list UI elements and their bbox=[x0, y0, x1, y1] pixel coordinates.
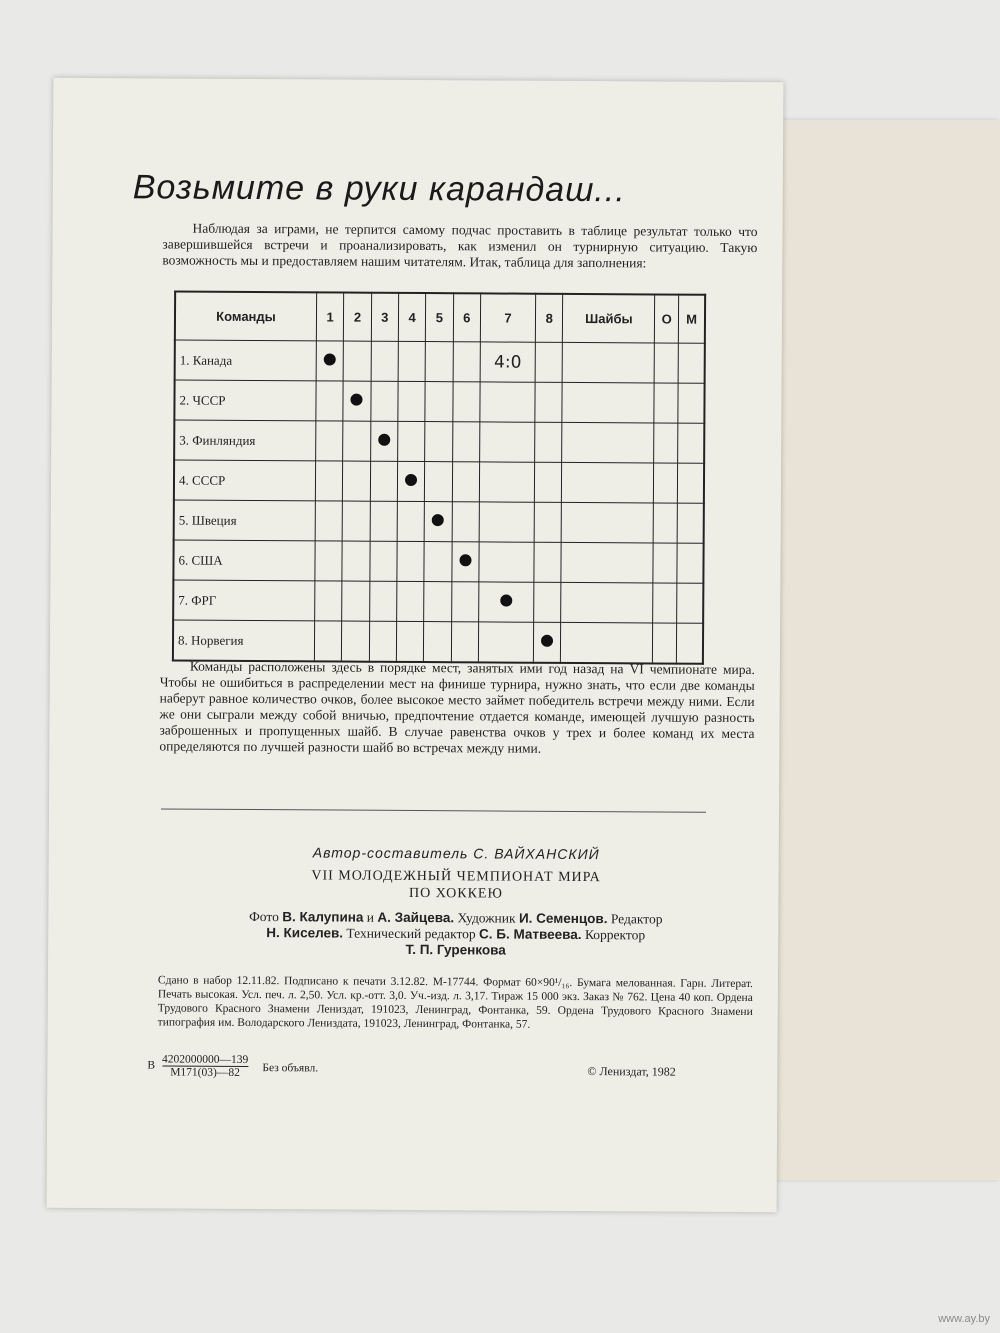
result-cell bbox=[451, 582, 479, 622]
result-cell bbox=[654, 383, 678, 423]
result-cell bbox=[452, 422, 480, 462]
result-cell bbox=[479, 542, 535, 582]
result-cell bbox=[425, 462, 453, 502]
result-cell bbox=[535, 462, 563, 502]
result-cell bbox=[342, 541, 370, 581]
result-cell bbox=[452, 502, 480, 542]
result-cell bbox=[653, 543, 677, 583]
table-row bbox=[175, 340, 705, 383]
result-cell bbox=[451, 542, 479, 582]
result-cell bbox=[678, 383, 705, 423]
result-cell bbox=[397, 581, 425, 621]
table-header-cell: 3 bbox=[371, 293, 399, 342]
table-header-cell: 7 bbox=[480, 293, 536, 342]
no-ad-note: Без объявл. bbox=[262, 1062, 319, 1075]
result-cell bbox=[452, 382, 480, 422]
credit-text: Художник bbox=[454, 910, 520, 926]
result-cell bbox=[425, 342, 453, 382]
result-cell bbox=[562, 462, 654, 503]
catalog-code bbox=[147, 1053, 248, 1079]
table-header-cell: Команды bbox=[175, 292, 317, 341]
left-page bbox=[47, 78, 784, 1212]
result-cell bbox=[534, 542, 562, 582]
result-cell bbox=[453, 342, 481, 382]
result-cell bbox=[397, 541, 425, 581]
result-cell bbox=[677, 503, 704, 543]
credit-text: Технический редактор bbox=[343, 925, 480, 942]
team-name-cell: 1. Канада bbox=[175, 340, 317, 381]
table-header-cell: 6 bbox=[453, 293, 481, 342]
table-header-cell: 1 bbox=[316, 292, 344, 341]
result-cell bbox=[342, 501, 370, 541]
copyright: © Лениздат, 1982 bbox=[587, 1064, 676, 1079]
staff-credits bbox=[158, 908, 753, 960]
result-cell bbox=[452, 462, 480, 502]
result-cell bbox=[653, 583, 677, 623]
credit-text: Фото bbox=[249, 908, 283, 925]
book-title-line-2: ПО ХОККЕЮ bbox=[408, 885, 503, 902]
result-cell bbox=[678, 463, 705, 503]
result-cell bbox=[478, 622, 534, 663]
result-cell bbox=[677, 623, 704, 664]
result-cell bbox=[654, 423, 678, 463]
result-cell bbox=[371, 341, 399, 381]
result-cell bbox=[369, 581, 397, 621]
result-cell bbox=[678, 423, 705, 463]
credit-name: Н. Киселев. bbox=[266, 925, 344, 941]
table-row bbox=[174, 460, 704, 503]
credit-name: А. Зайцева. bbox=[377, 909, 455, 926]
result-cell bbox=[534, 502, 562, 542]
result-cell bbox=[342, 621, 370, 662]
result-cell bbox=[561, 622, 653, 663]
result-cell bbox=[316, 421, 344, 461]
result-cell bbox=[316, 341, 344, 381]
intro-paragraph: Наблюдая за играми, не терпится самому подчас проставить в таблице результат только что завершившейся встречи и проанализировать, как изменил он турнирную ситуацию. Такую возможность мы и предоставляем нашим читателям. Итак, таблица для заполнения: bbox=[162, 220, 758, 271]
result-cell bbox=[370, 541, 398, 581]
result-cell bbox=[677, 543, 704, 583]
result-cell bbox=[398, 341, 426, 381]
result-cell bbox=[425, 422, 453, 462]
diagonal-dot bbox=[378, 433, 390, 445]
table-header-cell: О bbox=[655, 294, 679, 343]
table-row bbox=[174, 420, 704, 463]
team-name-cell: 7. ФРГ bbox=[173, 580, 315, 621]
rules-paragraph: Команды расположены здесь в порядке мест, занятых ими год назад на VI чемпионате мира. Чтобы не ошибиться в распределении мест на финише турнира, нужно знать, что если две команды наберут равное количество очков, более высокое место займет победитель встречи между ними. Если же они сыграли между собой вничью, предпочтение отдается команде, имеющей лучшую разность заброшенных и пропущенных шайб. В случае равенства очков у трех и более команд их места определяются по лучшей разности шайб во встречах между ними. bbox=[159, 658, 755, 756]
result-cell bbox=[653, 623, 677, 664]
book-title-line-1: VII МОЛОДЕЖНЫЙ ЧЕМПИОНАТ МИРА bbox=[311, 868, 601, 886]
result-cell bbox=[397, 461, 425, 501]
team-name-cell: 4. СССР bbox=[174, 460, 316, 501]
table-row bbox=[174, 500, 704, 543]
result-cell bbox=[342, 581, 370, 621]
result-cell bbox=[479, 462, 535, 502]
handwritten-score: 4:0 bbox=[494, 351, 522, 373]
result-cell bbox=[369, 621, 397, 662]
result-cell bbox=[451, 622, 479, 663]
book-title bbox=[158, 866, 753, 904]
table-header-cell: М bbox=[679, 295, 706, 344]
table-row bbox=[173, 580, 703, 623]
result-cell bbox=[561, 582, 653, 623]
credit-text: и bbox=[363, 909, 378, 925]
result-cell bbox=[562, 502, 654, 543]
result-cell bbox=[480, 342, 536, 382]
page-heading: Возьмите в руки карандаш... bbox=[132, 168, 626, 210]
result-cell bbox=[535, 382, 563, 422]
diagonal-dot bbox=[324, 353, 336, 365]
watermark: www.ay.by bbox=[938, 1313, 990, 1325]
table-header-cell: 2 bbox=[344, 293, 372, 342]
table-row bbox=[173, 540, 703, 583]
result-cell bbox=[678, 343, 705, 383]
code-prefix: В bbox=[147, 1059, 156, 1072]
divider-line bbox=[161, 808, 706, 812]
code-fraction bbox=[162, 1053, 248, 1079]
table-header-cell: 4 bbox=[398, 293, 426, 342]
result-cell bbox=[316, 381, 344, 421]
result-cell bbox=[343, 461, 371, 501]
result-cell bbox=[424, 542, 452, 582]
result-cell bbox=[370, 501, 398, 541]
result-cell bbox=[653, 503, 677, 543]
result-cell bbox=[562, 422, 654, 463]
result-cell bbox=[343, 381, 371, 421]
result-cell bbox=[314, 621, 342, 662]
diagonal-dot bbox=[500, 594, 512, 606]
table-row bbox=[174, 380, 704, 423]
table-header-cell: Шайбы bbox=[563, 294, 655, 343]
result-cell bbox=[424, 582, 452, 622]
diagonal-dot bbox=[541, 634, 553, 646]
result-cell bbox=[561, 542, 653, 583]
credit-name: В. Калупина bbox=[282, 909, 364, 925]
result-cell bbox=[535, 342, 563, 382]
result-cell bbox=[534, 582, 562, 622]
result-cell bbox=[535, 422, 563, 462]
credit-name: С. Б. Матвеева. bbox=[479, 926, 582, 943]
team-name-cell: 3. Финляндия bbox=[174, 420, 316, 461]
table-header-row bbox=[175, 292, 705, 344]
table-header-cell: 5 bbox=[426, 293, 454, 342]
team-name-cell: 2. ЧССР bbox=[174, 380, 316, 421]
diagonal-dot bbox=[459, 554, 471, 566]
result-cell bbox=[397, 501, 425, 541]
diagonal-dot bbox=[405, 473, 417, 485]
result-cell bbox=[315, 501, 343, 541]
result-cell bbox=[370, 381, 398, 421]
code-numerator: 4202000000—139 bbox=[161, 1053, 249, 1066]
credit-name: И. Семенцов. bbox=[518, 910, 608, 927]
table-row bbox=[173, 620, 703, 664]
result-cell bbox=[479, 422, 535, 462]
author-line: Автор-составитель С. ВАЙХАНСКИЙ bbox=[312, 844, 600, 863]
result-cell bbox=[425, 382, 453, 422]
result-cell bbox=[343, 341, 371, 381]
right-page bbox=[775, 120, 1000, 1180]
result-cell bbox=[343, 421, 371, 461]
credit-text: Корректор bbox=[581, 927, 646, 943]
result-cell bbox=[677, 583, 704, 623]
result-cell bbox=[315, 461, 343, 501]
result-cell bbox=[315, 581, 343, 621]
result-cell bbox=[480, 382, 536, 422]
result-cell bbox=[562, 382, 654, 423]
result-cell bbox=[398, 421, 426, 461]
result-cell bbox=[563, 342, 655, 383]
result-cell bbox=[534, 622, 562, 663]
team-name-cell: 5. Швеция bbox=[174, 500, 316, 541]
result-cell bbox=[654, 343, 678, 383]
result-cell bbox=[370, 461, 398, 501]
table-header-cell: 8 bbox=[536, 294, 564, 343]
result-cell bbox=[396, 621, 424, 662]
standings-table bbox=[172, 291, 706, 665]
result-cell bbox=[479, 502, 535, 542]
result-cell bbox=[398, 381, 426, 421]
result-cell bbox=[370, 421, 398, 461]
code-denominator: М171(03)—82 bbox=[170, 1066, 240, 1079]
team-name-cell: 6. США bbox=[173, 540, 315, 581]
result-cell bbox=[424, 502, 452, 542]
diagonal-dot bbox=[432, 514, 444, 526]
result-cell bbox=[315, 541, 343, 581]
result-cell bbox=[424, 622, 452, 663]
credit-name: Т. П. Гуренкова bbox=[405, 941, 506, 958]
imprint-text: Сдано в набор 12.11.82. Подписано к печати 3.12.82. М-17744. Формат 60×90¹/₁₆. Бумага мелованная. Гарн. Литерат. Печать высокая. Усл. печ. л. 2,50. Усл. кр.-отт. 3,0. Уч.-изд. л. 3,17. Тираж 15 000 экз. Заказ № 762. Цена 40 коп. Ордена Трудового Красного Знамени Лениздат, 191023, Ленинград, Фонтанка, 59. Ордена Трудового Красного Знамени типография им. Володарского Лениздата, 191023, Ленинград, Фонтанка, 57. bbox=[157, 974, 753, 1031]
credit-text: Редактор bbox=[607, 911, 663, 927]
result-cell bbox=[654, 463, 678, 503]
result-cell bbox=[479, 582, 535, 622]
team-name-cell: 8. Норвегия bbox=[173, 620, 315, 661]
diagonal-dot bbox=[351, 393, 363, 405]
